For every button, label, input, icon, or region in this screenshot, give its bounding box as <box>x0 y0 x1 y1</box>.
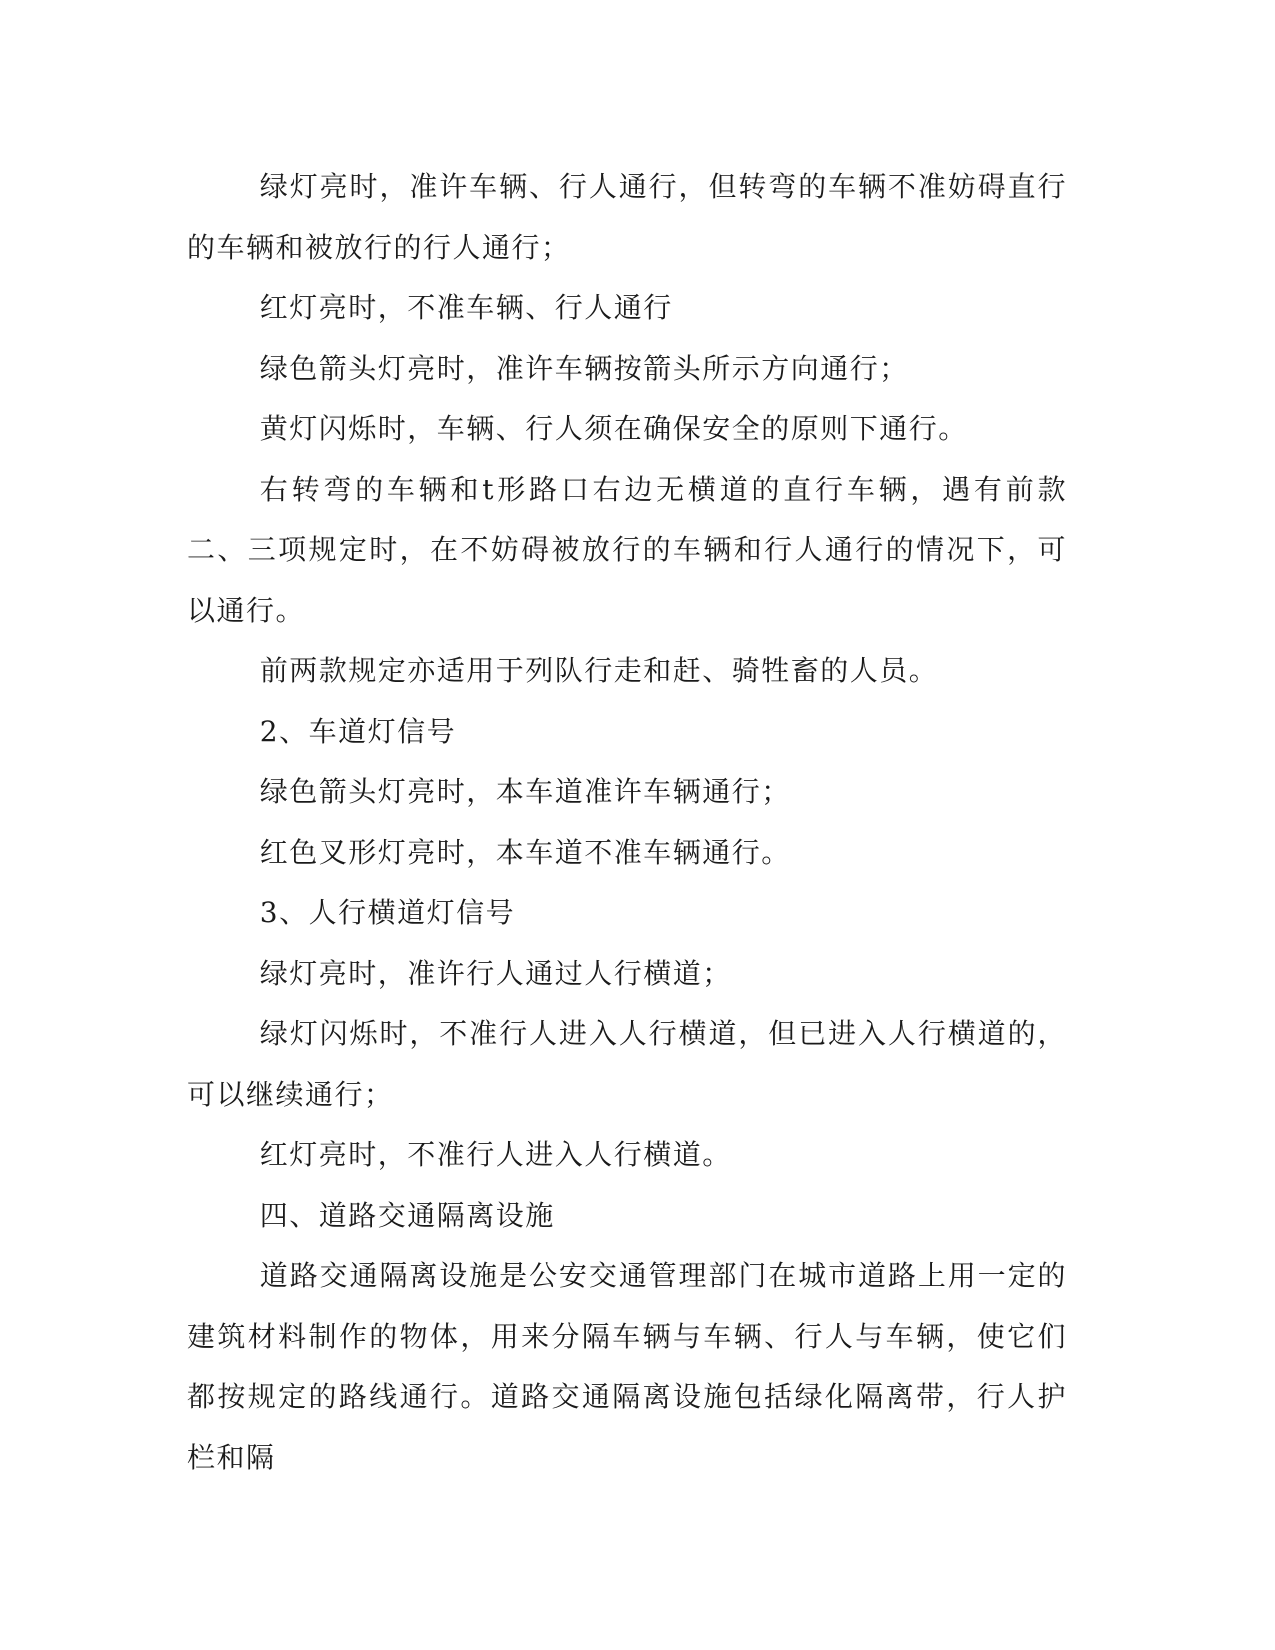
paragraph-right-turn: 右转弯的车辆和t形路口右边无横道的直行车辆，遇有前款二、三项规定时，在不妨碍被放行的车辆和行人通行的情况下，可以通行。 <box>187 472 1067 627</box>
paragraph-lane-green-arrow: 绿色箭头灯亮时，本车道准许车辆通行； <box>259 775 791 808</box>
paragraph-yellow-flash: 黄灯闪烁时，车辆、行人须在确保安全的原则下通行。 <box>259 412 968 445</box>
heading-crosswalk-signal: 3、人行横道灯信号 <box>259 896 516 929</box>
paragraph-crosswalk-red: 红灯亮时，不准行人进入人行横道。 <box>259 1138 732 1171</box>
paragraph-red-light: 红灯亮时，不准车辆、行人通行 <box>259 291 673 324</box>
paragraph-lane-red-cross: 红色叉形灯亮时，本车道不准车辆通行。 <box>259 835 791 869</box>
document-body <box>187 157 1067 1488</box>
paragraph-procession: 前两款规定亦适用于列队行走和赶、骑牲畜的人员。 <box>259 654 939 687</box>
heading-isolation-facilities: 四、道路交通隔离设施 <box>259 1198 555 1232</box>
paragraph-crosswalk-green: 绿灯亮时，准许行人通过人行横道； <box>259 956 732 990</box>
paragraph-green-arrow: 绿色箭头灯亮时，准许车辆按箭头所示方向通行； <box>259 351 909 385</box>
paragraph-green-light: 绿灯亮时，准许车辆、行人通行，但转弯的车辆不准妨碍直行的车辆和被放行的行人通行； <box>187 170 1067 264</box>
heading-lane-signal: 2、车道灯信号 <box>259 714 457 748</box>
paragraph-isolation-definition: 道路交通隔离设施是公安交通管理部门在城市道路上用一定的建筑材料制作的物体，用来分隔车辆与车辆、行人与车辆，使它们都按规定的路线通行。道路交通隔离设施包括绿化隔离带，行人护栏和隔 <box>187 1259 1067 1474</box>
paragraph-crosswalk-green-flash: 绿灯闪烁时，不准行人进入人行横道，但已进入人行横道的，可以继续通行； <box>187 1017 1067 1111</box>
